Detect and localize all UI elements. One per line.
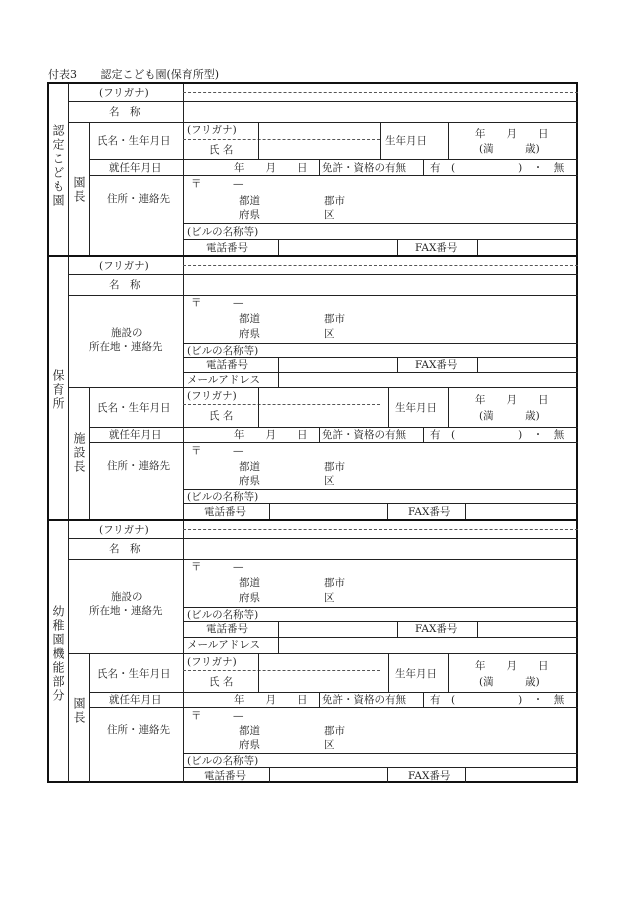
ymd-label: 年 月 日	[475, 660, 549, 672]
head-label: 園長	[72, 176, 86, 204]
furigana-label: (フリガナ)	[187, 656, 237, 668]
ku-label: 区	[324, 328, 335, 340]
shimei-label: 氏 名	[209, 676, 234, 688]
todo-label: 都道	[239, 577, 260, 589]
address-label: 住所・連絡先	[107, 724, 170, 736]
appointed-date: 年 月 日	[234, 162, 308, 174]
fuken-label: 府県	[239, 475, 260, 487]
ku-label: 区	[324, 475, 335, 487]
todo-label: 都道	[239, 461, 260, 473]
facility-addr-label: 所在地・連絡先	[89, 605, 163, 617]
fax-label: FAX番号	[415, 242, 458, 254]
mail-label: メールアドレス	[187, 374, 260, 386]
furigana-label: (フリガナ)	[187, 390, 237, 402]
appointed-label: 就任年月日	[109, 429, 162, 441]
ymd-label: 年 月 日	[475, 128, 549, 140]
todo-label: 都道	[239, 313, 260, 325]
age-label: (満 歳)	[479, 676, 540, 688]
section-label: 認定こども園	[51, 124, 65, 208]
shimei-birth-label: 氏名・生年月日	[97, 668, 171, 680]
form-title: 認定こども園(保育所型)	[100, 68, 220, 81]
ku-label: 区	[324, 739, 335, 751]
postal-mark: 〒 —	[191, 561, 244, 573]
todo-label: 都道	[239, 725, 260, 737]
fax-label: FAX番号	[415, 359, 458, 371]
address-label: 住所・連絡先	[107, 460, 170, 472]
appointed-date: 年 月 日	[234, 694, 308, 706]
furigana-label: (フリガナ)	[99, 260, 149, 272]
phone-label: 電話番号	[206, 623, 248, 635]
fuken-label: 府県	[239, 209, 260, 221]
gunshi-label: 郡市	[324, 461, 345, 473]
fax-label: FAX番号	[408, 506, 451, 518]
appointed-label: 就任年月日	[109, 162, 162, 174]
birth-label: 生年月日	[395, 402, 437, 414]
ku-label: 区	[324, 592, 335, 604]
registration-form	[47, 82, 578, 783]
postal-mark: 〒 —	[191, 178, 244, 190]
building-label: (ビルの名称等)	[187, 226, 259, 238]
ku-label: 区	[324, 209, 335, 221]
fuken-label: 府県	[239, 592, 260, 604]
license-yes-no: 有 ( ) ・ 無	[430, 429, 565, 441]
shimei-label: 氏 名	[209, 410, 234, 422]
fax-label: FAX番号	[415, 623, 458, 635]
facility-addr-label: 施設の	[111, 591, 143, 603]
section-label: 幼稚園機能部分	[51, 605, 65, 703]
fuken-label: 府県	[239, 739, 260, 751]
gunshi-label: 郡市	[324, 725, 345, 737]
birth-label: 生年月日	[395, 668, 437, 680]
phone-label: 電話番号	[206, 359, 248, 371]
phone-label: 電話番号	[206, 242, 248, 254]
license-yes-no: 有 ( ) ・ 無	[430, 162, 565, 174]
building-label: (ビルの名称等)	[187, 609, 259, 621]
phone-label: 電話番号	[204, 506, 246, 518]
name-label: 名 称	[109, 279, 141, 291]
postal-mark: 〒 —	[191, 297, 244, 309]
gunshi-label: 郡市	[324, 577, 345, 589]
appointed-label: 就任年月日	[109, 694, 162, 706]
todo-label: 都道	[239, 195, 260, 207]
furigana-label: (フリガナ)	[99, 524, 149, 536]
gunshi-label: 郡市	[324, 195, 345, 207]
head-label: 園長	[72, 697, 86, 725]
appointed-date: 年 月 日	[234, 429, 308, 441]
fax-label: FAX番号	[408, 770, 451, 782]
head-label: 施設長	[72, 432, 86, 474]
building-label: (ビルの名称等)	[187, 755, 259, 767]
shimei-birth-label: 氏名・生年月日	[97, 135, 171, 147]
birth-label: 生年月日	[385, 135, 427, 147]
furigana-label: (フリガナ)	[99, 87, 149, 99]
mail-label: メールアドレス	[187, 639, 260, 651]
facility-addr-label: 所在地・連絡先	[89, 341, 163, 353]
license-yes-no: 有 ( ) ・ 無	[430, 694, 565, 706]
age-label: (満 歳)	[479, 410, 540, 422]
phone-label: 電話番号	[204, 770, 246, 782]
section-nintei-kodomoen	[49, 84, 576, 256]
facility-addr-label: 施設の	[111, 327, 143, 339]
section-youchien	[49, 521, 576, 783]
table-number: 付表3	[48, 68, 77, 81]
ymd-label: 年 月 日	[475, 394, 549, 406]
form-header	[48, 66, 239, 82]
postal-mark: 〒 —	[191, 710, 244, 722]
age-label: (満 歳)	[479, 143, 540, 155]
fuken-label: 府県	[239, 328, 260, 340]
gunshi-label: 郡市	[324, 313, 345, 325]
license-label: 免許・資格の有無	[322, 429, 406, 441]
section-hoikusho	[49, 257, 576, 519]
shimei-label: 氏 名	[209, 144, 234, 156]
furigana-label: (フリガナ)	[187, 124, 237, 136]
building-label: (ビルの名称等)	[187, 491, 259, 503]
name-label: 名 称	[109, 543, 141, 555]
license-label: 免許・資格の有無	[322, 694, 406, 706]
license-label: 免許・資格の有無	[322, 162, 406, 174]
building-label: (ビルの名称等)	[187, 345, 259, 357]
address-label: 住所・連絡先	[107, 193, 170, 205]
postal-mark: 〒 —	[191, 445, 244, 457]
shimei-birth-label: 氏名・生年月日	[97, 402, 171, 414]
section-label: 保育所	[51, 369, 65, 411]
name-label: 名 称	[109, 106, 141, 118]
